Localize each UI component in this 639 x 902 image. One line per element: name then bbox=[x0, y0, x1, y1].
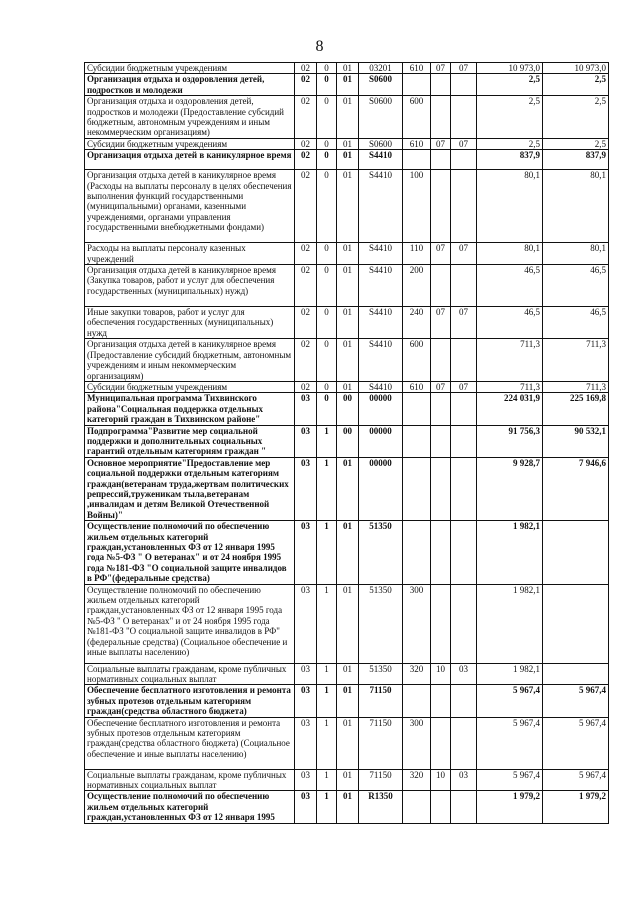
col-expense-type: 240 bbox=[403, 307, 431, 339]
col-expense-type: 110 bbox=[403, 243, 431, 265]
col-subsection bbox=[451, 339, 477, 382]
col-subprogram: 0 bbox=[317, 393, 337, 425]
col-expense-type bbox=[403, 457, 431, 520]
col-program: 03 bbox=[295, 584, 317, 663]
col-activity: 01 bbox=[337, 150, 359, 170]
col-direction: 71150 bbox=[359, 685, 403, 717]
col-amount-1: 9 928,7 bbox=[477, 457, 543, 520]
col-subprogram: 1 bbox=[317, 663, 337, 685]
col-direction: 71150 bbox=[359, 717, 403, 769]
col-expense-type: 610 bbox=[403, 381, 431, 392]
col-program: 03 bbox=[295, 425, 317, 457]
col-activity: 01 bbox=[337, 791, 359, 823]
col-amount-2 bbox=[543, 521, 609, 584]
table-row bbox=[85, 393, 609, 425]
col-activity: 01 bbox=[337, 96, 359, 139]
col-subsection bbox=[451, 685, 477, 717]
col-expense-type bbox=[403, 150, 431, 170]
col-expense-type: 300 bbox=[403, 584, 431, 663]
col-subprogram: 0 bbox=[317, 138, 337, 149]
col-activity: 01 bbox=[337, 717, 359, 769]
col-subprogram: 1 bbox=[317, 584, 337, 663]
row-name: Подпрограмма"Развитие мер социальной поддержки и дополнительных социальных гарантий отдельным категориям граждан " bbox=[85, 425, 295, 457]
col-subprogram: 0 bbox=[317, 150, 337, 170]
col-direction: S4410 bbox=[359, 243, 403, 265]
col-program: 02 bbox=[295, 243, 317, 265]
col-expense-type: 600 bbox=[403, 339, 431, 382]
col-amount-2: 10 973,0 bbox=[543, 63, 609, 74]
col-amount-1: 46,5 bbox=[477, 265, 543, 307]
col-subsection bbox=[451, 150, 477, 170]
col-amount-2: 5 967,4 bbox=[543, 717, 609, 769]
col-expense-type bbox=[403, 393, 431, 425]
table-row bbox=[85, 791, 609, 823]
col-direction: S4410 bbox=[359, 381, 403, 392]
col-section bbox=[431, 96, 451, 139]
col-direction: S0600 bbox=[359, 74, 403, 96]
col-subprogram: 0 bbox=[317, 265, 337, 307]
col-amount-1: 10 973,0 bbox=[477, 63, 543, 74]
row-name: Осуществление полномочий по обеспечению жильем отдельных категорий граждан,установленных ФЗ от 12 января 1995 года №5-ФЗ " О ветеранах" и от 24 ноября 1995 года №181-ФЗ "О социальной защите инвалидов в РФ"(федеральные средства) bbox=[85, 521, 295, 584]
row-name: Социальные выплаты гражданам, кроме публичных нормативных социальных выплат bbox=[85, 769, 295, 791]
col-subsection bbox=[451, 265, 477, 307]
col-activity: 01 bbox=[337, 170, 359, 243]
col-expense-type: 300 bbox=[403, 717, 431, 769]
page-number: 8 bbox=[315, 38, 324, 55]
col-amount-2: 837,9 bbox=[543, 150, 609, 170]
col-amount-2: 80,1 bbox=[543, 243, 609, 265]
col-section: 07 bbox=[431, 63, 451, 74]
col-program: 02 bbox=[295, 170, 317, 243]
col-expense-type: 610 bbox=[403, 138, 431, 149]
col-program: 03 bbox=[295, 717, 317, 769]
col-direction: 00000 bbox=[359, 425, 403, 457]
col-amount-1: 711,3 bbox=[477, 381, 543, 392]
col-amount-2: 2,5 bbox=[543, 96, 609, 139]
col-section: 07 bbox=[431, 243, 451, 265]
col-expense-type: 600 bbox=[403, 96, 431, 139]
col-program: 02 bbox=[295, 307, 317, 339]
table-row bbox=[85, 457, 609, 520]
col-subprogram: 1 bbox=[317, 457, 337, 520]
row-name: Организация отдыха детей в каникулярное время (Расходы на выплаты персоналу в целях обеспечения выполнения функций государственными (муниципальными) органами, казенными учреждениями, органами управления государственными внебюджетными фондами) bbox=[85, 170, 295, 243]
row-name: Основное мероприятие"Предоставление мер социальной поддержки отдельным категориям граждан(ветеранам труда,жертвам политических репрессий,труженикам тыла,ветеранам ,инвалидам и детям Великой Отечественной Войны)" bbox=[85, 457, 295, 520]
col-program: 03 bbox=[295, 521, 317, 584]
col-amount-1: 80,1 bbox=[477, 170, 543, 243]
col-activity: 01 bbox=[337, 138, 359, 149]
col-subsection bbox=[451, 457, 477, 520]
col-activity: 01 bbox=[337, 265, 359, 307]
col-direction: R1350 bbox=[359, 791, 403, 823]
col-expense-type: 610 bbox=[403, 63, 431, 74]
col-program: 02 bbox=[295, 74, 317, 96]
col-amount-1: 5 967,4 bbox=[477, 685, 543, 717]
col-subprogram: 1 bbox=[317, 769, 337, 791]
col-direction: 00000 bbox=[359, 393, 403, 425]
col-direction: S4410 bbox=[359, 170, 403, 243]
col-program: 03 bbox=[295, 685, 317, 717]
col-amount-2: 5 967,4 bbox=[543, 769, 609, 791]
col-activity: 01 bbox=[337, 663, 359, 685]
row-name: Организация отдыха и оздоровления детей, подростков и молодежи bbox=[85, 74, 295, 96]
col-subsection: 07 bbox=[451, 243, 477, 265]
col-subsection bbox=[451, 74, 477, 96]
col-program: 03 bbox=[295, 769, 317, 791]
col-amount-2: 225 169,8 bbox=[543, 393, 609, 425]
col-amount-2: 2,5 bbox=[543, 138, 609, 149]
col-subprogram: 0 bbox=[317, 339, 337, 382]
col-subprogram: 1 bbox=[317, 425, 337, 457]
col-amount-2: 711,3 bbox=[543, 339, 609, 382]
col-program: 03 bbox=[295, 663, 317, 685]
col-amount-2: 80,1 bbox=[543, 170, 609, 243]
col-amount-1: 5 967,4 bbox=[477, 769, 543, 791]
col-direction: S4410 bbox=[359, 339, 403, 382]
col-amount-2: 711,3 bbox=[543, 381, 609, 392]
col-amount-1: 80,1 bbox=[477, 243, 543, 265]
col-amount-1: 224 031,9 bbox=[477, 393, 543, 425]
col-amount-1: 5 967,4 bbox=[477, 717, 543, 769]
col-amount-2 bbox=[543, 663, 609, 685]
col-program: 02 bbox=[295, 96, 317, 139]
col-section: 10 bbox=[431, 769, 451, 791]
col-activity: 01 bbox=[337, 74, 359, 96]
table-row bbox=[85, 339, 609, 382]
col-section bbox=[431, 170, 451, 243]
row-name: Муниципальная программа Тихвинского района"Социальная поддержка отдельных категорий граждан в Тихвинском районе" bbox=[85, 393, 295, 425]
col-subsection bbox=[451, 393, 477, 425]
col-subprogram: 1 bbox=[317, 521, 337, 584]
col-amount-2: 46,5 bbox=[543, 307, 609, 339]
col-amount-1: 1 982,1 bbox=[477, 521, 543, 584]
col-expense-type bbox=[403, 685, 431, 717]
col-expense-type bbox=[403, 521, 431, 584]
table-row bbox=[85, 425, 609, 457]
col-subsection bbox=[451, 717, 477, 769]
table-row bbox=[85, 521, 609, 584]
row-name: Субсидии бюджетным учреждениям bbox=[85, 63, 295, 74]
col-direction: S0600 bbox=[359, 96, 403, 139]
col-amount-1: 2,5 bbox=[477, 96, 543, 139]
col-direction: S4410 bbox=[359, 265, 403, 307]
col-subsection bbox=[451, 96, 477, 139]
col-amount-1: 1 982,1 bbox=[477, 584, 543, 663]
col-amount-2: 7 946,6 bbox=[543, 457, 609, 520]
col-subsection: 03 bbox=[451, 663, 477, 685]
col-program: 02 bbox=[295, 63, 317, 74]
col-section bbox=[431, 791, 451, 823]
col-section bbox=[431, 393, 451, 425]
col-activity: 00 bbox=[337, 393, 359, 425]
col-section: 07 bbox=[431, 381, 451, 392]
col-amount-1: 2,5 bbox=[477, 74, 543, 96]
row-name: Расходы на выплаты персоналу казенных учреждений bbox=[85, 243, 295, 265]
col-direction: 51350 bbox=[359, 663, 403, 685]
col-subsection bbox=[451, 791, 477, 823]
table-row bbox=[85, 138, 609, 149]
col-subsection bbox=[451, 521, 477, 584]
col-subprogram: 0 bbox=[317, 63, 337, 74]
col-amount-2: 90 532,1 bbox=[543, 425, 609, 457]
col-subprogram: 0 bbox=[317, 381, 337, 392]
row-name: Обеспечение бесплатного изготовления и ремонта зубных протезов отдельным категориям граждан(средства областного бюджета) bbox=[85, 685, 295, 717]
col-activity: 01 bbox=[337, 457, 359, 520]
col-activity: 01 bbox=[337, 769, 359, 791]
col-subsection: 07 bbox=[451, 381, 477, 392]
col-amount-1: 711,3 bbox=[477, 339, 543, 382]
table-row bbox=[85, 307, 609, 339]
col-expense-type: 100 bbox=[403, 170, 431, 243]
col-activity: 01 bbox=[337, 381, 359, 392]
col-amount-1: 2,5 bbox=[477, 138, 543, 149]
table-row bbox=[85, 150, 609, 170]
table-row bbox=[85, 63, 609, 74]
col-subprogram: 1 bbox=[317, 717, 337, 769]
table-row bbox=[85, 74, 609, 96]
row-name: Организация отдыха детей в каникулярное время (Предоставление субсидий бюджетным, автономным учреждениям и иным некоммерческим организациям) bbox=[85, 339, 295, 382]
row-name: Осуществление полномочий по обеспечению жильем отдельных категорий граждан,установленных ФЗ от 12 января 1995 bbox=[85, 791, 295, 823]
row-name: Иные закупки товаров, работ и услуг для обеспечения государственных (муниципальных) нужд bbox=[85, 307, 295, 339]
col-subsection bbox=[451, 425, 477, 457]
row-name: Субсидии бюджетным учреждениям bbox=[85, 381, 295, 392]
table-row bbox=[85, 717, 609, 769]
col-amount-2: 5 967,4 bbox=[543, 685, 609, 717]
col-program: 03 bbox=[295, 457, 317, 520]
col-program: 02 bbox=[295, 339, 317, 382]
col-direction: S0600 bbox=[359, 138, 403, 149]
col-amount-1: 91 756,3 bbox=[477, 425, 543, 457]
table-row bbox=[85, 769, 609, 791]
col-subprogram: 1 bbox=[317, 685, 337, 717]
col-amount-2 bbox=[543, 584, 609, 663]
row-name: Обеспечение бесплатного изготовления и ремонта зубных протезов отдельным категориям граждан(средства областного бюджета) (Социальное обеспечение и иные выплаты населению) bbox=[85, 717, 295, 769]
row-name: Социальные выплаты гражданам, кроме публичных нормативных социальных выплат bbox=[85, 663, 295, 685]
col-direction: 51350 bbox=[359, 584, 403, 663]
col-amount-2: 2,5 bbox=[543, 74, 609, 96]
col-subprogram: 0 bbox=[317, 307, 337, 339]
col-activity: 01 bbox=[337, 339, 359, 382]
table-row bbox=[85, 584, 609, 663]
col-program: 02 bbox=[295, 150, 317, 170]
col-expense-type bbox=[403, 791, 431, 823]
col-program: 02 bbox=[295, 381, 317, 392]
col-program: 03 bbox=[295, 791, 317, 823]
col-amount-1: 1 982,1 bbox=[477, 663, 543, 685]
col-activity: 01 bbox=[337, 521, 359, 584]
col-section: 07 bbox=[431, 307, 451, 339]
col-section bbox=[431, 521, 451, 584]
row-name: Осуществление полномочий по обеспечению жильем отдельных категорий граждан,установленных ФЗ от 12 января 1995 года №5-ФЗ " О ветеранах" и от 24 ноября 1995 года №181-ФЗ "О социальной защите инвалидов в РФ"(федеральные средства) (Социальное обеспечение и иные выплаты населению) bbox=[85, 584, 295, 663]
col-program: 02 bbox=[295, 265, 317, 307]
row-name: Организация отдыха детей в каникулярное время bbox=[85, 150, 295, 170]
col-expense-type bbox=[403, 74, 431, 96]
col-activity: 00 bbox=[337, 425, 359, 457]
col-program: 02 bbox=[295, 138, 317, 149]
col-program: 03 bbox=[295, 393, 317, 425]
col-section bbox=[431, 425, 451, 457]
col-direction: 71150 bbox=[359, 769, 403, 791]
col-section bbox=[431, 339, 451, 382]
col-direction: S4410 bbox=[359, 307, 403, 339]
col-activity: 01 bbox=[337, 243, 359, 265]
col-amount-2: 1 979,2 bbox=[543, 791, 609, 823]
col-section bbox=[431, 265, 451, 307]
row-name: Организация отдыха детей в каникулярное время (Закупка товаров, работ и услуг для обеспечения государственных (муниципальных) нужд) bbox=[85, 265, 295, 307]
col-amount-2: 46,5 bbox=[543, 265, 609, 307]
table-row bbox=[85, 685, 609, 717]
col-section: 07 bbox=[431, 138, 451, 149]
col-section bbox=[431, 74, 451, 96]
table-row bbox=[85, 170, 609, 243]
table-row bbox=[85, 96, 609, 139]
col-amount-1: 1 979,2 bbox=[477, 791, 543, 823]
col-section: 10 bbox=[431, 663, 451, 685]
col-direction: 51350 bbox=[359, 521, 403, 584]
col-section bbox=[431, 584, 451, 663]
table-row bbox=[85, 265, 609, 307]
col-activity: 01 bbox=[337, 685, 359, 717]
col-section bbox=[431, 717, 451, 769]
col-subprogram: 0 bbox=[317, 243, 337, 265]
col-expense-type: 320 bbox=[403, 769, 431, 791]
col-subsection bbox=[451, 170, 477, 243]
col-subprogram: 1 bbox=[317, 791, 337, 823]
col-subsection: 07 bbox=[451, 138, 477, 149]
col-subprogram: 0 bbox=[317, 74, 337, 96]
row-name: Субсидии бюджетным учреждениям bbox=[85, 138, 295, 149]
col-subsection: 03 bbox=[451, 769, 477, 791]
col-subprogram: 0 bbox=[317, 170, 337, 243]
col-subprogram: 0 bbox=[317, 96, 337, 139]
col-subsection bbox=[451, 584, 477, 663]
col-subsection: 07 bbox=[451, 63, 477, 74]
col-section bbox=[431, 685, 451, 717]
table-row bbox=[85, 381, 609, 392]
col-expense-type bbox=[403, 425, 431, 457]
col-direction: 00000 bbox=[359, 457, 403, 520]
budget-table bbox=[84, 62, 609, 824]
col-expense-type: 320 bbox=[403, 663, 431, 685]
col-amount-1: 837,9 bbox=[477, 150, 543, 170]
table-row bbox=[85, 243, 609, 265]
table-row bbox=[85, 663, 609, 685]
col-direction: S4410 bbox=[359, 150, 403, 170]
col-activity: 01 bbox=[337, 63, 359, 74]
col-activity: 01 bbox=[337, 307, 359, 339]
col-direction: 03201 bbox=[359, 63, 403, 74]
col-amount-1: 46,5 bbox=[477, 307, 543, 339]
col-activity: 01 bbox=[337, 584, 359, 663]
col-section bbox=[431, 457, 451, 520]
col-section bbox=[431, 150, 451, 170]
col-subsection: 07 bbox=[451, 307, 477, 339]
row-name: Организация отдыха и оздоровления детей, подростков и молодежи (Предоставление субсидий бюджетным, автономным учреждениям и иным некоммерческим организациям) bbox=[85, 96, 295, 139]
col-expense-type: 200 bbox=[403, 265, 431, 307]
